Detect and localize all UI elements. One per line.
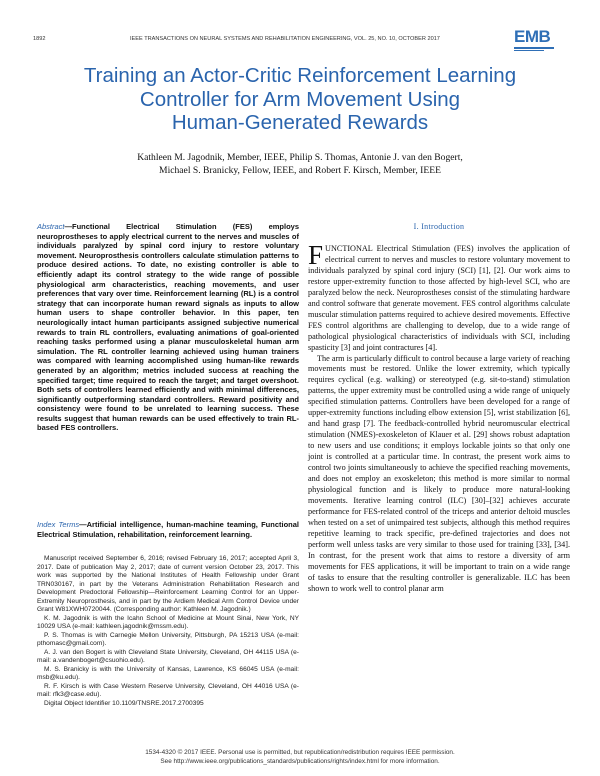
footnote-affiliation: K. M. Jagodnik is with the Icahn School of Medicine at Mount Sinai, New York, NY 10029 USA (e-mail: kathleen.jagodnik@mssm.edu). <box>37 614 299 630</box>
logo-rule <box>514 47 554 49</box>
footnote-affiliation: M. S. Branicky is with the University of Kansas, Lawrence, KS 66045 USA (e-mail: msb@ku.edu). <box>37 665 299 681</box>
drop-cap: F <box>308 240 324 270</box>
authors-line-2: Michael S. Branicky, Fellow, IEEE, and Robert F. Kirsch, Member, IEEE <box>159 165 441 176</box>
intro-p1-text: Electrical Stimulation (FES) involves the application of electrical current to nerves and muscles to restore voluntary movement to individuals paralyzed by spinal cord injury (SCI) [1], [2]. Our work aims to restore upper-extremity function to those affected by high-level SCI, who are paralyzed below the neck. Neuroprostheses consist of the stimulating hardware and control software that generate movement. FES control algorithms calculate muscular stimulation patterns required to achieve desired movements. Effective FES control algorithms are challenging to develop, due to a wide range of pathological physiological characteristics of individuals with SCI, including spasticity [3] and joint contractures [4]. <box>308 244 570 352</box>
author-list <box>30 151 570 177</box>
index-terms-label: Index Terms <box>37 520 80 529</box>
intro-paragraph-2: The arm is particularly difficult to control because a large variety of reaching movements must be restored. Unlike the lower extremity, which typically requires cyclical (e.g. walking) or stereotyped (e.g. sit-to-stand) stimulation patterns, the upper extremity must be controlled using a wide range of uniquely specified stimulation patterns. Controllers have been developed for a range of upper-extremity functions including elbow extension [5], wrist stabilization [6], and hand grasp [7]. The feedback-controlled hybrid neuromuscular electrical stimulation (NMES)-exoskeleton of Klauer et al. [29] shows robust adaptation to new users and use conditions; it employs lockable joints so that only one joint is controlled at a particular time. In contrast, the present work aims to control two joints simultaneously to achieve the specified reaching movements, and does not employ an exoskeleton; this method is more similar to normal physiological function and is likely to produce more natural-looking movements. Iterative learning control (ILC) [30]–[32] achieves accurate performance for FES-related control of the triceps and anterior deltoid muscles when tested on a set of unimpaired test subjects, although this method requires repetitive learning to track specific, pre-defined trajectories and does not perform well unless tasks are very similar to those used for training [33], [34]. In contrast, for the present work that aims to restore a diversity of arm movements for FES applications, it will be important to train on a wide range of tasks to ensure that the resulting controller is generalizable. ILC has been shown to work well to control planar arm <box>308 353 570 593</box>
abstract-dash: — <box>64 222 73 231</box>
abstract <box>37 222 299 433</box>
index-terms-text: Artificial intelligence, human-machine teaming, Functional Electrical Stimulation, rehabilitation, reinforcement learning. <box>37 520 299 539</box>
footnote-affiliation: P. S. Thomas is with Carnegie Mellon University, Pittsburgh, PA 15213 USA (e-mail: pthomasc@gmail.com). <box>37 631 299 647</box>
footnote <box>37 555 299 708</box>
introduction-body <box>308 240 570 595</box>
index-terms-dash: — <box>79 520 87 529</box>
title-line-1: Training an Actor-Critic Reinforcement Learning <box>83 64 517 87</box>
emb-logo <box>514 28 560 52</box>
copyright-line-2: See http://www.ieee.org/publications_standards/publications/rights/index.html for more information. <box>160 758 440 765</box>
title-line-2: Controller for Arm Movement Using <box>139 87 461 111</box>
copyright-line-1: 1534-4320 © 2017 IEEE. Personal use is permitted, but republication/redistribution requires IEEE permission. <box>145 749 455 756</box>
section-heading-introduction: I. Introduction <box>413 222 465 231</box>
index-terms <box>37 520 299 539</box>
emb-logo-text: EMB <box>514 27 551 46</box>
abstract-text: Functional Electrical Stimulation (FES) employs neuroprostheses to apply electrical current to the nerves and muscles of individuals paralyzed by spinal cord injury to restore voluntary movement. Neuroprosthesis controllers calculate stimulation patterns to produce desired actions. To date, no existing controller is able to efficiently adapt its control strategy to the wide range of possible physiological arm characteristics, reaching movements, and user preferences that vary over time. Reinforcement learning (RL) is a control strategy that can incorporate human reward signals as inputs to allow human users to shape controller behavior. In this paper, ten neurologically intact human participants assigned subjective numerical rewards to train RL controllers, evaluating animations of goal-oriented reaching tasks performed using a planar musculoskeletal human arm simulation. The RL controller learning achieved using human trainers was compared with learning accomplished using human-like rewards generated by an algorithm; metrics included success at reaching the specified target; time required to reach the target; and target overshoot. Both sets of controllers learned efficiently and with minimal differences, significantly outperforming standard controllers. Reward positivity and consistency were found to be unrelated to learning success. These results suggest that human rewards can be used effectively to train RL-based FES controllers. <box>37 222 299 433</box>
title-line-3: Human-Generated Rewards <box>171 111 429 134</box>
authors-line-1: Kathleen M. Jagodnik, Member, IEEE, Philip S. Thomas, Antonie J. van den Bogert, <box>137 152 463 163</box>
journal-header: IEEE TRANSACTIONS ON NEURAL SYSTEMS AND REHABILITATION ENGINEERING, VOL. 25, NO. 10, OCTOBER 2017 <box>130 36 440 42</box>
page-number: 1892 <box>33 36 46 42</box>
lead-caps: UNCTIONAL <box>325 244 373 253</box>
footnote-affiliation: A. J. van den Bogert is with Cleveland State University, Cleveland, OH 44115 USA (e-mail: a.vandenbogert@csuohio.edu). <box>37 648 299 664</box>
copyright-notice <box>30 748 570 766</box>
intro-paragraph-1 <box>308 240 570 354</box>
logo-rule-short <box>514 50 544 51</box>
footnote-doi: Digital Object Identifier 10.1109/TNSRE.2017.2700395 <box>44 699 204 707</box>
footnote-affiliation: R. F. Kirsch is with Case Western Reserve University, Cleveland, OH 44016 USA (e-mail: rfk3@case.edu). <box>37 682 299 698</box>
footnote-manuscript: Manuscript received September 6, 2016; revised February 16, 2017; accepted April 3, 2017. Date of publication May 2, 2017; date of current version October 23, 2017. This work was supported by the National Institutes of Health Fellowship under Grant TRN030167, in part by the Veterans Administration Rehabilitation Research and Development Predoctoral Fellowship—Reinforcement Learning Control for an Upper-Extremity Neuroprosthesis, and in part by the Ardiem Medical Arm Control Device under Grant W81XWH0720044. (Corresponding author: Kathleen M. Jagodnik.) <box>37 555 299 613</box>
paper-title <box>30 64 570 135</box>
abstract-label: Abstract <box>37 222 65 231</box>
